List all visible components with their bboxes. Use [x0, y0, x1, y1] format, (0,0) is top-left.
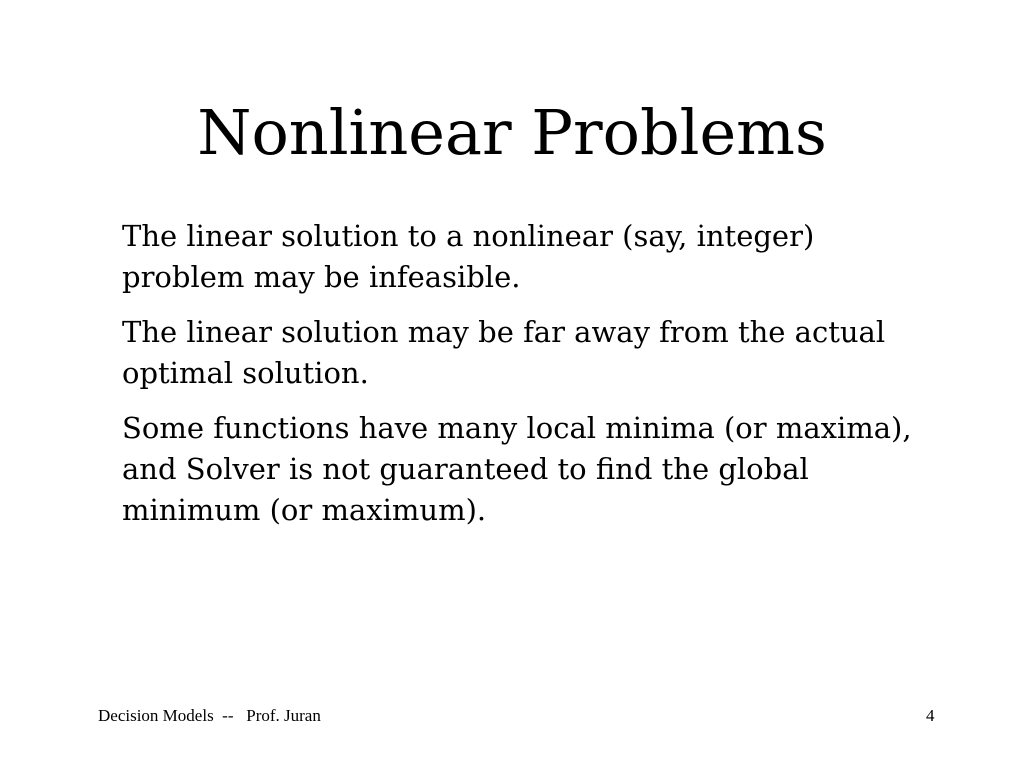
- footer-course-label: Decision Models -- Prof. Juran: [98, 706, 321, 725]
- slide-title: Nonlinear Problems: [197, 96, 827, 169]
- bullet-item: The linear solution to a nonlinear (say, integer) problem may be infeasible.: [122, 219, 815, 294]
- bullet-item: Some functions have many local minima (or maxima), and Solver is not guaranteed to find the global minimum (or maximum).: [122, 411, 912, 527]
- bullet-list: [122, 216, 922, 545]
- bullet-item: The linear solution may be far away from the actual optimal solution.: [122, 315, 886, 390]
- footer-page-number: 4: [926, 706, 935, 725]
